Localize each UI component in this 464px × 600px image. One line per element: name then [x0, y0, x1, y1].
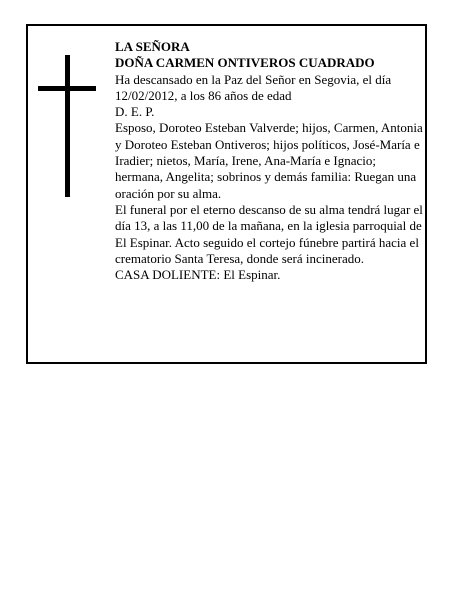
obituary-notice: [26, 24, 427, 364]
obituary-text: [115, 39, 423, 283]
deceased-name: DOÑA CARMEN ONTIVEROS CUADRADO: [115, 55, 375, 71]
family-list: Esposo, Doroteo Esteban Valverde; hijos, Carmen, Antonia y Doroteo Esteban Ontiveros; hijos políticos, José-María e Iradier; nietos, María, Irene, Ana-María e Ignacio; hermana, Angelita; sobrinos y demás familia: Ruegan una oración por su alma.: [115, 120, 423, 201]
notice-title-line-1: LA SEÑORA: [115, 39, 190, 54]
rip-abbreviation: D. E. P.: [115, 104, 155, 120]
cross-vertical-bar: [65, 55, 70, 197]
funeral-details: El funeral por el eterno descanso de su alma tendrá lugar el día 13, a las 11,00 de la mañana, en la iglesia parroquial de El Espinar. Acto seguido el cortejo fúnebre partirá hacia el crematorio Santa Teresa, donde será incinerado.: [115, 201, 423, 266]
mourning-house: CASA DOLIENTE: El Espinar.: [115, 267, 281, 283]
death-announcement: Ha descansado en la Paz del Señor en Segovia, el día 12/02/2012, a los 86 años de edad: [115, 71, 392, 103]
cross-horizontal-bar: [38, 86, 96, 91]
cross-icon: [38, 55, 96, 197]
